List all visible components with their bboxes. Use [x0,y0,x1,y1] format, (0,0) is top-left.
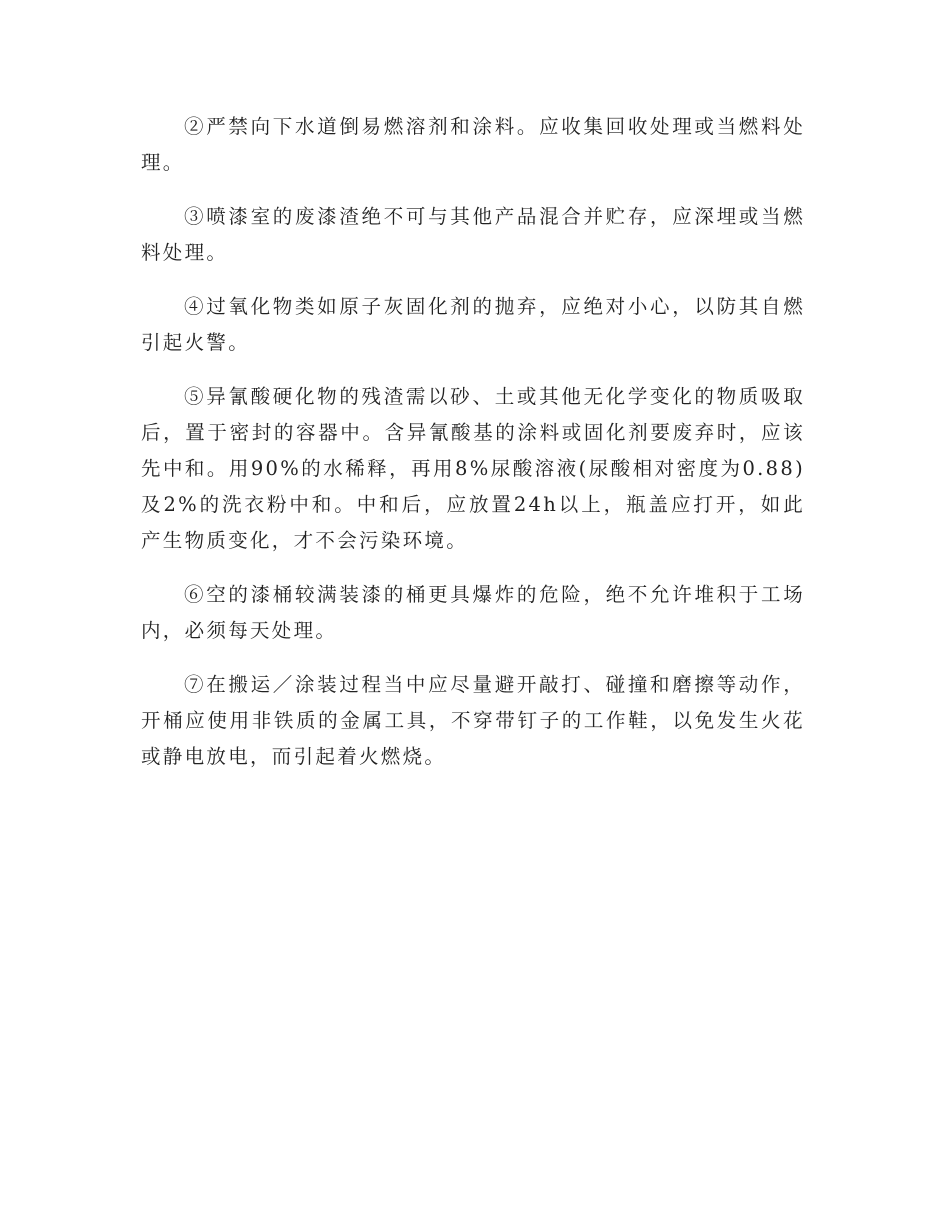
paragraph-item-6: ⑥空的漆桶较满装漆的桶更具爆炸的危险，绝不允许堆积于工场内，必须每天处理。 [141,583,805,642]
paragraph-item-3: ③喷漆室的废漆渣绝不可与其他产品混合并贮存，应深埋或当燃料处理。 [141,205,805,264]
paragraph-item-5: ⑤异氰酸硬化物的残渣需以砂、土或其他无化学变化的物质吸取后，置于密封的容器中。含异氰酸基的涂料或固化剂要废弃时，应该先中和。用90%的水稀释，再用8%尿酸溶液(尿酸相对密度为0.88)及2%的洗衣粉中和。中和后，应放置24h以上，瓶盖应打开，如此产生物质变化，才不会污染环境。 [141,385,805,552]
paragraph-item-7: ⑦在搬运／涂装过程当中应尽量避开敲打、碰撞和磨擦等动作，开桶应使用非铁质的金属工具，不穿带钉子的工作鞋，以免发生火花或静电放电，而引起着火燃烧。 [141,673,805,768]
paragraph-item-4: ④过氧化物类如原子灰固化剂的抛弃，应绝对小心，以防其自燃引起火警。 [141,295,805,354]
document-body [141,109,805,793]
paragraph-item-2: ②严禁向下水道倒易燃溶剂和涂料。应收集回收处理或当燃料处理。 [141,115,805,174]
